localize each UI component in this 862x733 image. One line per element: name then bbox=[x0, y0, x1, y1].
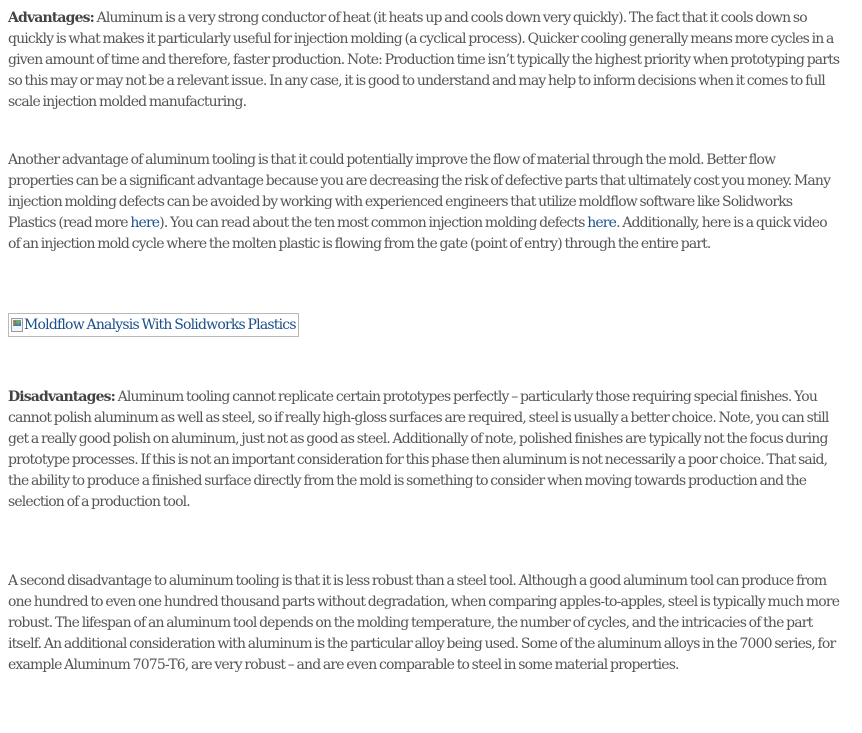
robustness-text: A second disadvantage to aluminum tooling is that it is less robust than a steel tool. Although a good aluminum tool can produce from one hundred to even one hundred thousand parts without degradation, when comparing apples-to-apples, steel is typically much more robust. The lifespan of an aluminum tool depends on the molding temperature, the number of cycles, and the intricacies of the part itself. An additional consideration with aluminum is the particular alloy being used. Some of the aluminum alloys in the 7000 series, for example Aluminum 7075-T6, are very robust – and are even comparable to steel in some material properties. bbox=[8, 573, 840, 673]
advantages-text: Aluminum is a very strong conductor of heat (it heats up and cools down very quickly). The fact that it cools down so quickly is what makes it particularly useful for injection molding (a cyclical process). Quicker cooling generally means more cycles in a given amount of time and therefore, faster production. Note: Production time isn’t typically the highest priority when prototyping parts so this may or may not be a relevant issue. In any case, it is good to understand and may help to inform decisions when it comes to full scale injection molded manufacturing. bbox=[8, 10, 840, 110]
disadvantages-heading: Disadvantages: bbox=[8, 389, 115, 405]
moldflow-image-alt-text: Moldflow Analysis With Solidworks Plastics bbox=[24, 317, 296, 333]
robustness-paragraph bbox=[8, 571, 840, 676]
flow-advantage-text-3: . Additionally, here is a quick video of an injection mold cycle where the molten plastic is flowing from the gate (point of entry) through the entire part. bbox=[8, 215, 827, 252]
disadvantages-text: Aluminum tooling cannot replicate certain prototypes perfectly – particularly those requiring special finishes. You cannot polish aluminum as well as steel, so if really high-gloss surfaces are required, steel is usually a better choice. Note, you can still get a really good polish on aluminum, just not as good as steel. Additionally of note, polished finishes are typically not the focus during prototype processes. If this is not an important consideration for this phase then aluminum is not necessarily a poor choice. That said, the ability to produce a finished surface directly from the mold is something to consider when moving towards production and the selection of a production tool. bbox=[8, 389, 829, 510]
read-more-link[interactable]: here bbox=[130, 215, 160, 231]
broken-image-icon bbox=[11, 318, 23, 332]
flow-advantage-paragraph bbox=[8, 150, 840, 255]
advantages-heading: Advantages: bbox=[8, 10, 94, 26]
flow-advantage-text-2: ). You can read about the ten most common injection molding defects bbox=[159, 215, 588, 231]
flow-advantage-text-1: Another advantage of aluminum tooling is that it could potentially improve the flow of material through the mold. Better flow properties can be a significant advantage because you are decreasing the risk of defective parts that ultimately cost you money. Many injection molding defects can be avoided by working with experienced engineers that utilize moldflow software like Solidworks Plastics (read more bbox=[8, 152, 831, 231]
advantages-paragraph bbox=[8, 8, 840, 113]
disadvantages-paragraph bbox=[8, 387, 840, 513]
defects-link[interactable]: here bbox=[587, 215, 617, 231]
moldflow-image-link[interactable] bbox=[8, 313, 299, 337]
